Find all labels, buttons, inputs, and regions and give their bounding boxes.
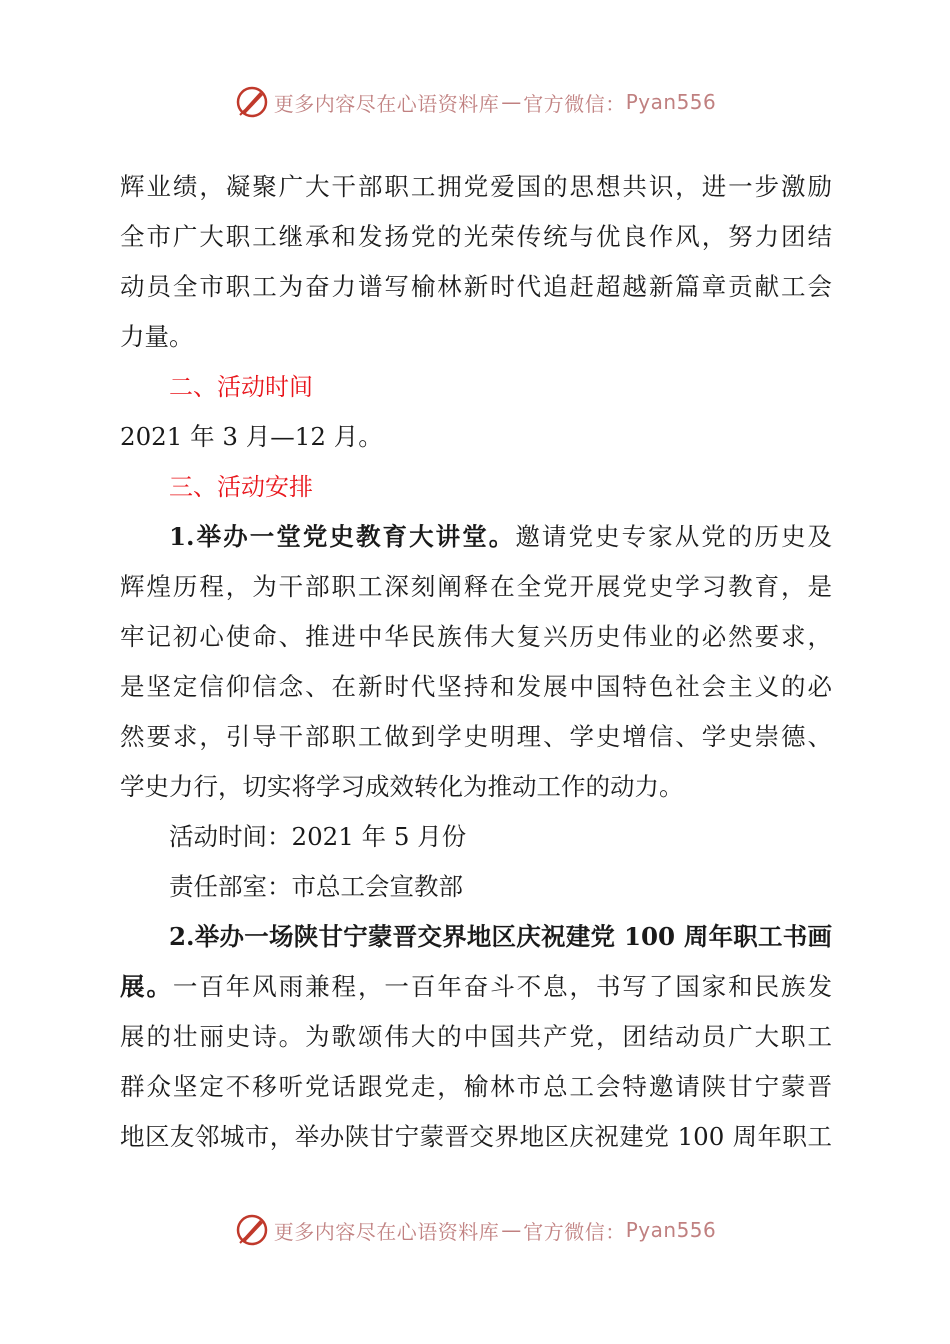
body-line: 辉业绩，凝聚广大干部职工拥党爱国的思想共识，进一步激励 [120, 172, 832, 201]
item1-dept: 责任部室：市总工会宣教部 [169, 872, 463, 901]
item1-line: 是坚定信仰信念、在新时代坚持和发展中国特色社会主义的必 [120, 672, 832, 701]
activity-period: 2021 年 3 月—12 月。 [120, 422, 383, 451]
watermark-brand: 更多内容尽在心语资料库 [273, 91, 500, 116]
quill-logo-icon [234, 84, 270, 120]
item2-line: 地区友邻城市，举办陕甘宁蒙晋交界地区庆祝建党 100 周年职工 [120, 1122, 832, 1151]
watermark-brand: 更多内容尽在心语资料库 [273, 1219, 500, 1244]
watermark-bottom [0, 1210, 950, 1250]
body-line: 全市广大职工继承和发扬党的光荣传统与优良作风，努力团结 [120, 222, 832, 251]
item1-time: 活动时间：2021 年 5 月份 [169, 822, 467, 851]
item1-title: 1.举办一堂党史教育大讲堂。 [169, 522, 516, 551]
item1-line: 学史力行，切实将学习成效转化为推动工作的动力。 [120, 772, 684, 801]
watermark-top [0, 82, 950, 122]
section-heading-arrangement: 三、活动安排 [169, 473, 313, 501]
body-line: 力量。 [120, 322, 194, 351]
item1-first-line [120, 512, 832, 562]
watermark-wechat-id: Pyan556 [625, 1218, 717, 1242]
item1-line: 然要求，引导干部职工做到学史明理、学史增信、学史崇德、 [120, 722, 832, 751]
item2-second-line [120, 962, 832, 1012]
item2-line: 群众坚定不移听党话跟党走，榆林市总工会特邀请陕甘宁蒙晋 [120, 1072, 832, 1101]
watermark-dash: — [501, 1218, 522, 1242]
watermark-dash: — [501, 90, 522, 114]
item1-first-rest: 邀请党史专家从党的历史及 [515, 522, 833, 551]
body-line: 动员全市职工为奋力谱写榆林新时代追赶超越新篇章贡献工会 [120, 272, 832, 301]
item2-title-line2: 展。 [120, 972, 173, 1001]
watermark-wechat-id: Pyan556 [625, 90, 717, 114]
section-heading-time: 二、活动时间 [169, 373, 313, 401]
item2-line: 展的壮丽史诗。为歌颂伟大的中国共产党，团结动员广大职工 [120, 1022, 832, 1051]
item1-line: 辉煌历程，为干部职工深刻阐释在全党开展党史学习教育，是 [120, 572, 832, 601]
item1-line: 牢记初心使命、推进中华民族伟大复兴历史伟业的必然要求， [120, 622, 832, 651]
quill-logo-icon [234, 1212, 270, 1248]
item2-second-rest: 一百年风雨兼程，一百年奋斗不息，书写了国家和民族发 [172, 972, 833, 1001]
document-body [120, 162, 832, 1162]
watermark-wechat-label: 官方微信： [523, 1219, 626, 1244]
watermark-wechat-label: 官方微信： [523, 91, 626, 116]
item2-title-line1: 2.举办一场陕甘宁蒙晋交界地区庆祝建党 100 周年职工书画 [169, 922, 832, 951]
